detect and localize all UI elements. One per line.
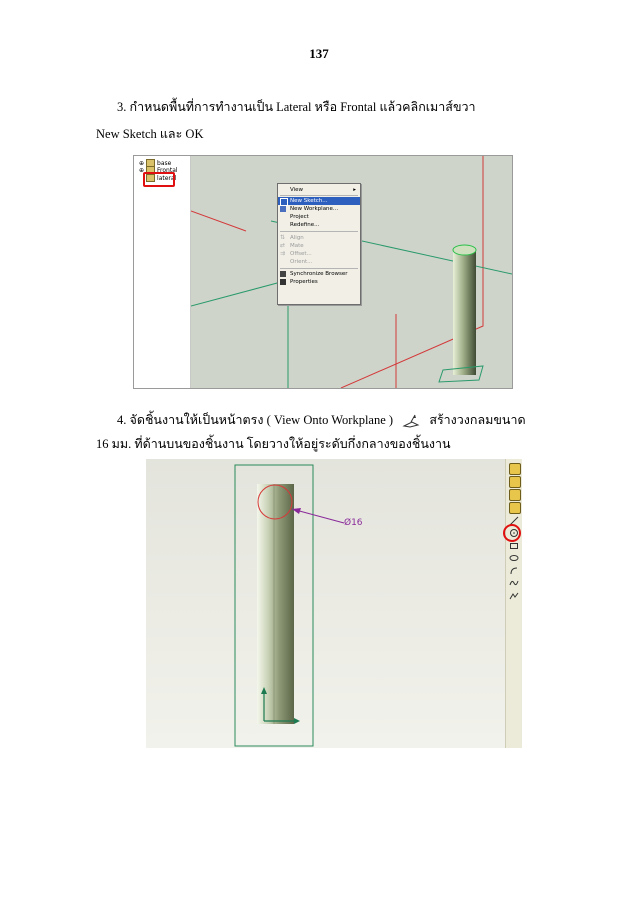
menu-item-label: Orient... xyxy=(290,259,313,265)
properties-icon xyxy=(280,279,286,285)
menu-item-new-workplane[interactable] xyxy=(278,205,360,213)
gear-icon[interactable] xyxy=(509,476,521,488)
browser-icon xyxy=(280,271,286,277)
menu-item-label: New Sketch... xyxy=(290,198,328,204)
spline-icon[interactable] xyxy=(509,578,519,588)
menu-item-label: View xyxy=(290,187,304,193)
gear-icon[interactable] xyxy=(509,463,521,475)
browser-item-label: lateral xyxy=(157,174,177,182)
arc-icon[interactable] xyxy=(509,566,519,576)
submenu-arrow-icon: ▸ xyxy=(353,187,356,193)
browser-item-label: Frontal xyxy=(157,166,178,174)
menu-item-label: Align xyxy=(290,235,304,241)
step4-line2: 16 มม. ที่ด้านบนของชิ้นงาน โดยวางให้อยู่ระดับกึ่งกลางของชิ้นงาน xyxy=(96,437,451,451)
frontal-workplane-edge xyxy=(191,211,246,231)
cylinder-top xyxy=(453,245,476,255)
menu-item-project[interactable] xyxy=(278,213,360,221)
menu-item-label: Mate xyxy=(290,243,304,249)
menu-item-label: Synchronize Browser xyxy=(290,271,348,277)
workplane-icon xyxy=(280,206,286,212)
menu-item-label: Offset... xyxy=(290,251,312,257)
menu-item-label: Project xyxy=(290,214,309,220)
page-number: 137 xyxy=(309,46,329,61)
menu-item-label: New Workplane... xyxy=(290,206,339,212)
context-menu xyxy=(277,183,361,305)
browser-item-base[interactable]: ⊕ base xyxy=(139,159,172,167)
browser-item-frontal[interactable]: ⊕ Frontal xyxy=(139,166,178,174)
view-onto-workplane-icon xyxy=(402,414,420,428)
model-browser xyxy=(134,156,191,388)
screenshot-sketch-circle xyxy=(146,459,522,748)
menu-item-synchronize-browser[interactable] xyxy=(278,270,360,278)
menu-item-mate xyxy=(278,242,360,250)
rectangle-icon[interactable] xyxy=(509,541,519,551)
menu-separator xyxy=(280,268,358,269)
menu-item-redefine[interactable] xyxy=(278,221,360,229)
ellipse-icon[interactable] xyxy=(509,553,519,563)
diameter-dimension-label[interactable]: Ø16 xyxy=(344,518,363,528)
menu-item-label: Properties xyxy=(290,279,318,285)
menu-item-offset xyxy=(278,250,360,258)
offset-icon: ⇉ xyxy=(280,250,286,257)
menu-separator xyxy=(280,231,358,232)
step4-text-a: 4. จัดชิ้นงานให้เป็นหน้าตรง ( View Onto Workplane ) xyxy=(117,413,394,427)
selection-highlight xyxy=(143,172,175,187)
step4-line1 xyxy=(117,410,526,430)
screenshot-context-menu xyxy=(133,155,513,389)
menu-item-label: Redefine... xyxy=(290,222,320,228)
menu-separator xyxy=(280,195,358,196)
sketch-toolbar xyxy=(505,459,522,748)
align-icon: ⇅ xyxy=(280,234,286,241)
cylinder-front-view[interactable] xyxy=(257,484,294,724)
menu-item-align xyxy=(278,234,360,242)
menu-item-properties[interactable] xyxy=(278,278,360,286)
mate-icon: ⇄ xyxy=(280,242,286,249)
step3-line2: New Sketch และ OK xyxy=(96,127,204,141)
sketch-viewport[interactable] xyxy=(146,459,506,748)
trim-icon[interactable] xyxy=(509,591,519,601)
step4-text-b: สร้างวงกลมขนาด xyxy=(429,413,526,427)
browser-item-label: base xyxy=(157,159,172,167)
x-axis-arrow-icon xyxy=(294,718,300,724)
cylinder-body[interactable] xyxy=(453,250,476,375)
menu-item-new-sketch[interactable] xyxy=(278,197,360,205)
circle-tool-highlight xyxy=(503,524,521,542)
menu-item-view[interactable] xyxy=(278,186,360,194)
gear-icon[interactable] xyxy=(509,502,521,514)
gear-icon[interactable] xyxy=(509,489,521,501)
step3-line1: 3. กำหนดพื้นที่การทำงานเป็น Lateral หรือ Frontal แล้วคลิกเมาส์ขวา xyxy=(117,100,476,114)
menu-item-orient xyxy=(278,258,360,266)
